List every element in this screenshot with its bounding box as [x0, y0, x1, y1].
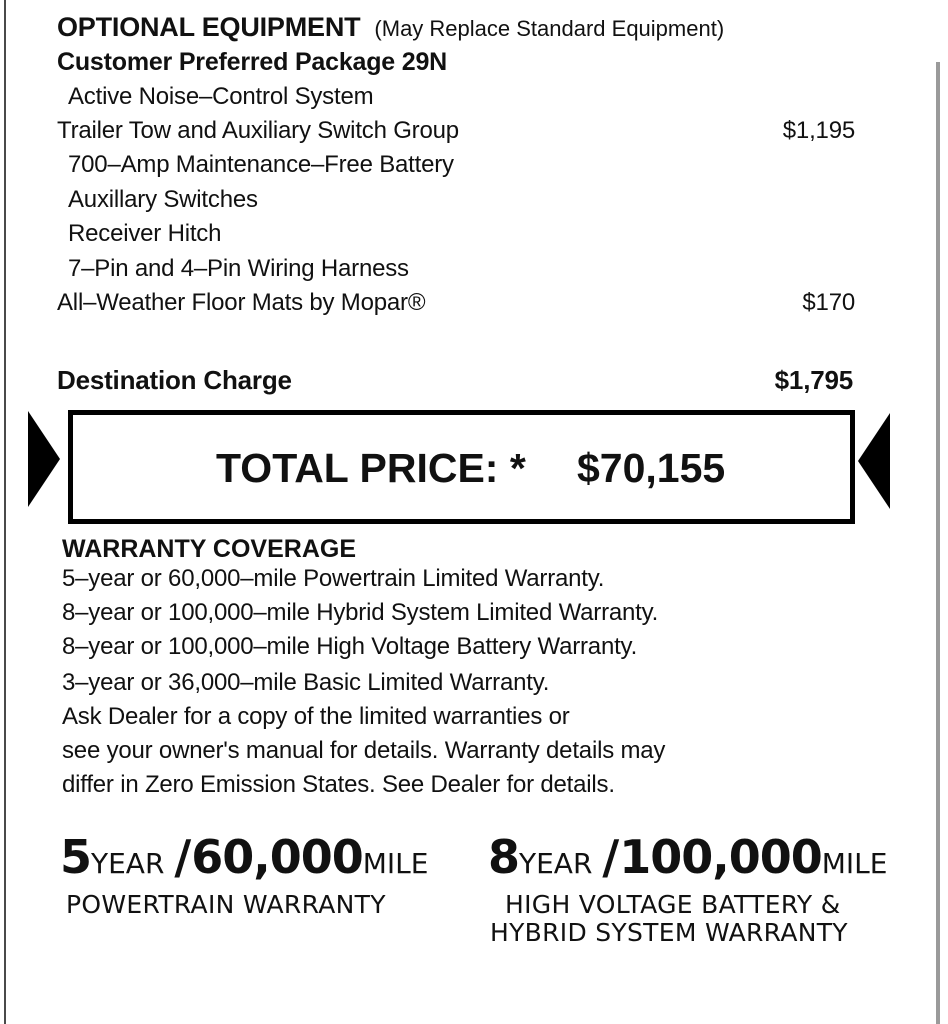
sub-item: 700–Amp Maintenance–Free Battery: [68, 151, 454, 178]
sub-item: 7–Pin and 4–Pin Wiring Harness: [68, 255, 409, 282]
destination-label: Destination Charge: [57, 365, 292, 395]
battery-badge-caption-line2: HYBRID SYSTEM WARRANTY: [490, 918, 848, 947]
line-item-label: Trailer Tow and Auxiliary Switch Group: [57, 117, 459, 144]
warranty-line: see your owner's manual for details. Warranty details may: [62, 737, 666, 764]
warranty-line: Ask Dealer for a copy of the limited warranties or: [62, 703, 570, 730]
line-item-price: $1,195: [782, 117, 855, 144]
section-note: (May Replace Standard Equipment): [374, 16, 725, 41]
total-price-label: TOTAL PRICE: *: [216, 445, 526, 491]
package-item: Active Noise–Control System: [68, 83, 374, 110]
scrollbar-track[interactable]: [936, 62, 940, 1024]
floor-mats-row: [57, 289, 855, 317]
warranty-line: 8–year or 100,000–mile Hybrid System Limited Warranty.: [62, 599, 659, 626]
destination-row: [57, 365, 853, 396]
warranty-line: 3–year or 36,000–mile Basic Limited Warranty.: [62, 669, 550, 696]
page-left-border: [4, 0, 6, 1024]
warranty-line: differ in Zero Emission States. See Dealer for details.: [62, 771, 615, 798]
line-item-label: All–Weather Floor Mats by Mopar®: [57, 289, 426, 316]
badge-mile-word: MILE: [821, 847, 888, 880]
sub-item: Auxillary Switches: [68, 186, 258, 213]
optional-equipment-heading: [57, 12, 724, 43]
badge-miles: 60,000: [191, 830, 363, 884]
powertrain-badge-headline: 5YEAR /60,000MILE: [60, 830, 429, 884]
destination-price: $1,795: [774, 365, 853, 395]
trailer-group-row: [57, 117, 855, 145]
right-arrow-marker: [858, 413, 890, 509]
badge-year-word: YEAR: [519, 847, 593, 880]
total-price-value: $70,155: [577, 445, 726, 491]
badge-mile-word: MILE: [362, 847, 429, 880]
badge-years: 5: [60, 830, 92, 884]
battery-badge-caption-line1: HIGH VOLTAGE BATTERY &: [505, 890, 841, 919]
battery-badge-headline: 8YEAR /100,000MILE: [488, 830, 888, 884]
warranty-line: 8–year or 100,000–mile High Voltage Battery Warranty.: [62, 633, 638, 660]
badge-years: 8: [488, 830, 520, 884]
warranty-line: 5–year or 60,000–mile Powertrain Limited Warranty.: [62, 565, 605, 592]
section-title: OPTIONAL EQUIPMENT: [57, 12, 361, 42]
badge-year-word: YEAR: [91, 847, 165, 880]
powertrain-badge-caption: POWERTRAIN WARRANTY: [66, 890, 386, 919]
package-title: Customer Preferred Package 29N: [57, 48, 448, 76]
left-arrow-marker: [28, 411, 60, 507]
sub-item: Receiver Hitch: [68, 220, 222, 247]
total-price-box: [68, 410, 855, 524]
warranty-title: WARRANTY COVERAGE: [62, 535, 357, 563]
line-item-price: $170: [802, 289, 855, 316]
badge-miles: 100,000: [619, 830, 822, 884]
